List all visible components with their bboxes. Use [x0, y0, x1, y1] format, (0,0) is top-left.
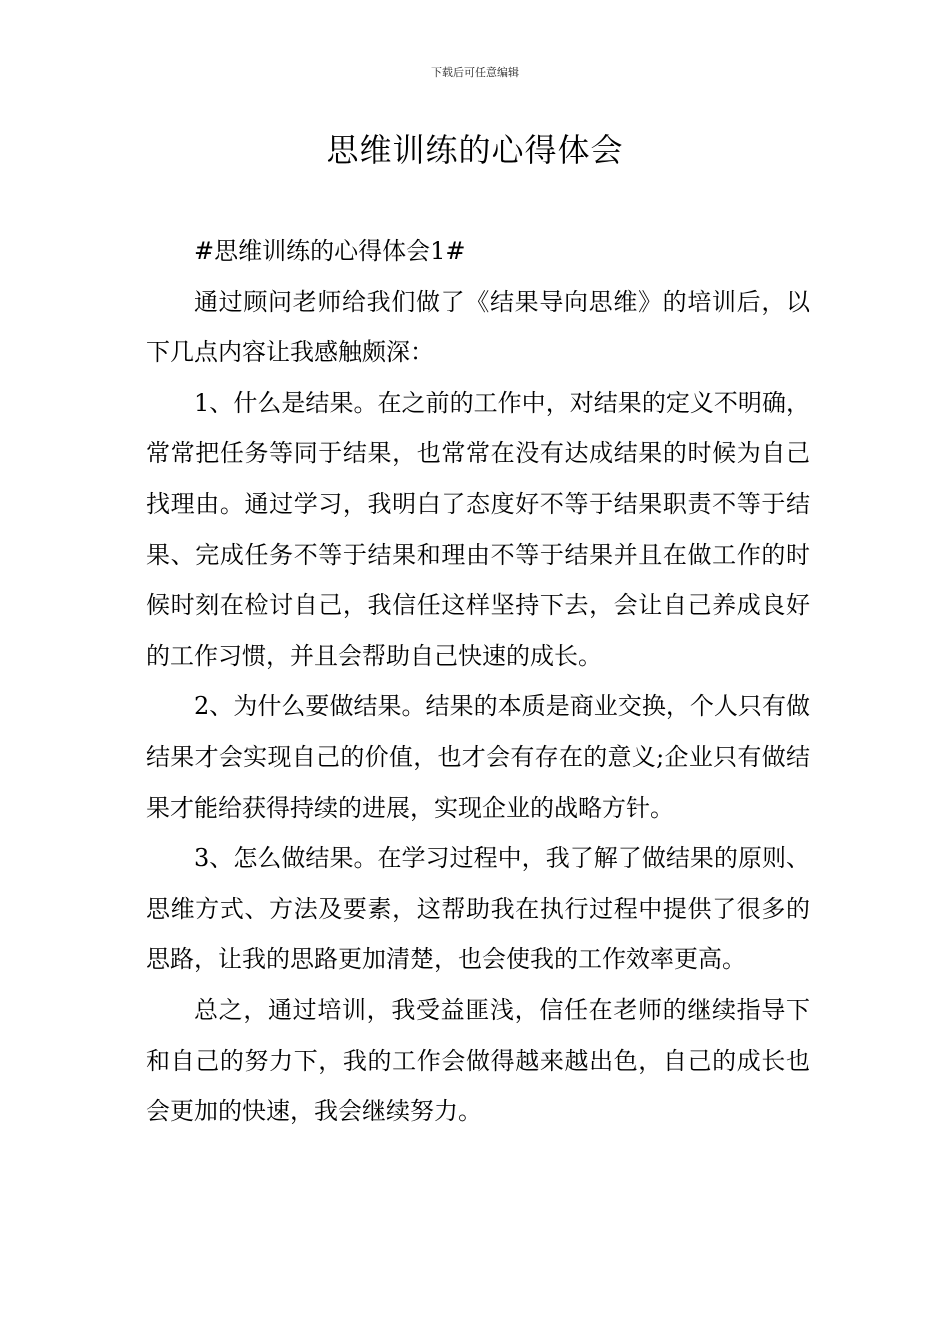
intro-paragraph: 通过顾问老师给我们做了《结果导向思维》的培训后，以下几点内容让我感触颇深：	[146, 287, 810, 367]
point-3-paragraph: 3、怎么做结果。在学习过程中，我了解了做结果的原则、思维方式、方法及要素，这帮助我在执行过程中提供了很多的思路，让我的思路更加清楚，也会使我的工作效率更高。	[146, 844, 810, 974]
document-title: 思维训练的心得体会	[326, 131, 624, 169]
conclusion-paragraph: 总之，通过培训，我受益匪浅，信任在老师的继续指导下和自己的努力下，我的工作会做得越来越出色，自己的成长也会更加的快速，我会继续努力。	[146, 995, 810, 1126]
document-body	[146, 226, 810, 1137]
section-heading: #思维训练的心得体会1#	[194, 237, 466, 265]
header-note: 下载后可任意编辑	[431, 66, 519, 79]
point-2-paragraph: 2、为什么要做结果。结果的本质是商业交换，个人只有做结果才会实现自己的价值，也才会有存在的意义;企业只有做结果才能给获得持续的进展，实现企业的战略方针。	[146, 692, 810, 822]
point-1-paragraph: 1、什么是结果。在之前的工作中，对结果的定义不明确，常常把任务等同于结果，也常常在没有达成结果的时候为自己找理由。通过学习，我明白了态度好不等于结果职责不等于结果、完成任务不等于结果和理由不等于结果并且在做工作的时候时刻在检讨自己，我信任这样坚持下去，会让自己养成良好的工作习惯，并且会帮助自己快速的成长。	[146, 388, 810, 670]
